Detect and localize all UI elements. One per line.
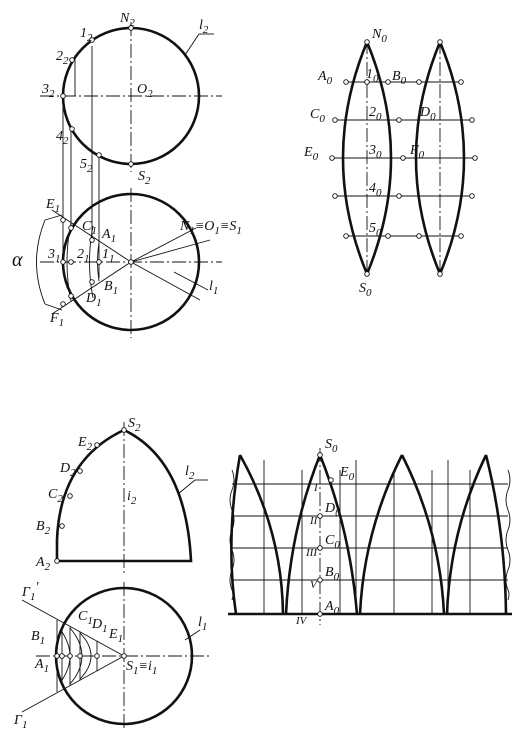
point-D0 [318,514,323,519]
point-C1 [68,654,73,659]
label-A1: $A_1$ [35,657,50,675]
label-3-2: $3_2$ [42,82,55,100]
svg-text:V: V [310,579,317,591]
label-alpha: α [12,249,23,271]
label-5-2: $5_2$ [80,157,93,175]
label-N0: $N_0$ [372,27,387,45]
label-S1-i1: $S_1\equiv i_1$ [126,659,158,677]
point-3-2 [61,94,66,99]
label-C1: $C_1$ [78,609,93,627]
label-C2: $C_2$ [48,487,63,505]
point-N1 [129,260,134,265]
label-E1: $E_1$ [46,197,61,215]
label-C0: $C_0$ [325,533,340,551]
svg-text:IV: IV [296,615,307,627]
label-N2: $N_2$ [120,11,135,29]
point-E2 [95,443,100,448]
label-E2: $E_2$ [78,435,93,453]
point-B2 [60,524,65,529]
point-A2 [55,559,60,564]
top-plan-view [12,188,242,338]
point-B0 [318,578,323,583]
label-D0: $D_0$ [420,105,436,123]
point-B1 [60,654,65,659]
label-1-1: $1_1$ [102,247,115,265]
bottom-plan-view [13,580,212,731]
point-S1 [122,654,127,659]
l2-leader [185,34,199,55]
label-B0: $B_0$ [392,69,407,87]
label-A1: $A_1$ [102,227,117,245]
label-5-0: $5_0$ [369,221,382,239]
label-D0: $D_0$ [325,501,341,519]
label-2-0: $2_0$ [369,105,382,123]
point-A1 [55,654,60,659]
label-E0: $E_0$ [340,465,355,483]
point-D1 [78,654,83,659]
label-S2: $S_2$ [138,169,151,187]
label-3-1: $3_1$ [48,247,61,265]
point-2-1 [69,260,74,265]
label-D2: $D_2$ [60,461,76,479]
point-S2 [129,162,134,167]
point-E1 [95,654,100,659]
label-4-2: $4_2$ [56,129,69,147]
label-N1-O1-S1: $N_1\equiv O_1\equiv S_1$ [180,219,242,237]
point-D2 [78,469,83,474]
point-A1 [90,238,95,243]
label-F0: $F_0$ [410,143,425,161]
label-1-0: $1_0$ [366,67,379,85]
point-E0 [329,478,334,483]
point-S0 [365,272,370,277]
svg-text:III: III [306,547,317,559]
point-2-2 [70,58,75,63]
point-C0 [318,546,323,551]
point-1-1 [97,260,102,265]
point-3-1 [61,260,66,265]
point-4-2 [70,127,75,132]
point-N0 [365,40,370,45]
label-4-0: $4_0$ [369,181,382,199]
point-D1 [69,294,74,299]
point-C1 [69,226,74,231]
label-E1: $E_1$ [109,627,124,645]
point-B1 [90,280,95,285]
svg-text:I: I [314,482,318,494]
label-D1: $D_1$ [92,617,108,635]
l1-leader [174,272,208,290]
point-5-2 [97,153,102,158]
label-E0: $E_0$ [304,145,319,163]
label-O2: $O_2$ [137,82,153,100]
label-2-2: $2_2$ [56,49,69,67]
label-l2: $l_2$ [199,18,209,36]
label-D1: $D_1$ [86,291,102,309]
point-C2 [68,494,73,499]
point-A0 [318,612,323,617]
label-A0: $A_0$ [325,599,340,617]
label-S2: $S_2$ [128,416,141,434]
label-gamma1-prime: $\Gamma_1'$ [22,580,39,603]
label-B0: $B_0$ [325,565,340,583]
point-S2 [122,428,127,433]
label-1-2: $1_2$ [80,26,93,44]
bottom-front-view [35,416,208,575]
label-B1: $B_1$ [104,279,119,297]
svg-text:II: II [310,515,318,527]
label-gamma1: $\Gamma_1$ [14,713,28,731]
label-2-1: $2_1$ [77,247,90,265]
point-E1 [61,218,66,223]
label-l2: $l_2$ [185,464,195,482]
label-C1: $C_1$ [82,219,97,237]
label-i2: $i_2$ [127,489,137,507]
label-F1: $F_1$ [50,311,65,329]
label-3-0: $3_0$ [369,143,382,161]
point-S0 [318,453,323,458]
label-B2: $B_2$ [36,519,51,537]
l2-leader [178,480,195,494]
point-F1 [61,302,66,307]
label-C0: $C_0$ [310,107,325,125]
bottom-development [228,437,512,627]
label-S0: $S_0$ [359,281,372,299]
label-l1: $l_1$ [198,615,208,633]
top-development [303,27,477,299]
label-A2: $A_2$ [36,555,51,573]
label-l1: $l_1$ [209,279,219,297]
label-S0: $S_0$ [325,437,338,455]
label-A0: $A_0$ [318,69,333,87]
label-B1: $B_1$ [31,629,46,647]
